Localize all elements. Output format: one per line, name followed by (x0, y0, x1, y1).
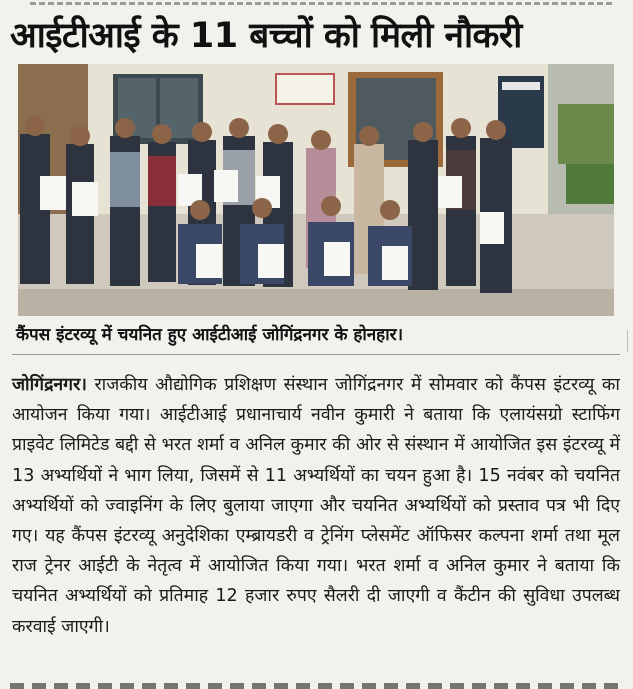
previous-article-fragment (0, 0, 633, 8)
dateline: जोगिंद्रनगर। (12, 375, 87, 395)
article-body-text: राजकीय औद्योगिक प्रशिक्षण संस्थान जोगिंद्रनगर में सोमवार को कैंपस इंटरव्यू का आयोजन किया गया। आईटीआई प्रधानाचार्य नवीन कुमारी ने बताया कि एलायंसग्रो स्टाफिंग प्राइवेट लिमिटेड बद्दी से भरत शर्मा व अनिल कुमार की ओर से संस्थान में आयोजित इस इंटरव्यू में 13 अभ्यर्थियों ने भाग लिया, जिसमें से 11 अभ्यर्थियों का चयन हुआ है। 15 नवंबर को चयनित अभ्यर्थियों को ज्वाइनिंग के लिए बुलाया जाएगा और चयनित अभ्यर्थियों को प्रस्ताव पत्र भी दिए गए। यह कैंपस इंटरव्यू अनुदेशिका एम्ब्रायडरी व ट्रेनिंग प्लेसमेंट ऑफिसर कल्पना शर्मा तथा मूल राज ट्रेनर आईटी के नेतृत्व में आयोजित किया गया। भरत शर्मा व अनिल कुमार ने बताया कि चयनित अभ्यर्थियों को प्रतिमाह 12 हजार रुपए सैलरी दी जाएगी व कैंटीन की सुविधा उपलब्ध करवाई जाएगी। (12, 375, 620, 637)
photo-caption: कैंपस इंटरव्यू में चयनित हुए आईटीआई जोगिंद्रनगर के होनहार। (16, 325, 404, 345)
group-photo (18, 64, 614, 316)
caption-divider (12, 354, 620, 355)
article-body (12, 370, 620, 642)
column-edge-mark (627, 330, 628, 352)
headline: आईटीआई के 11 बच्चों को मिली नौकरी (10, 16, 522, 56)
next-article-fragment (10, 680, 625, 689)
